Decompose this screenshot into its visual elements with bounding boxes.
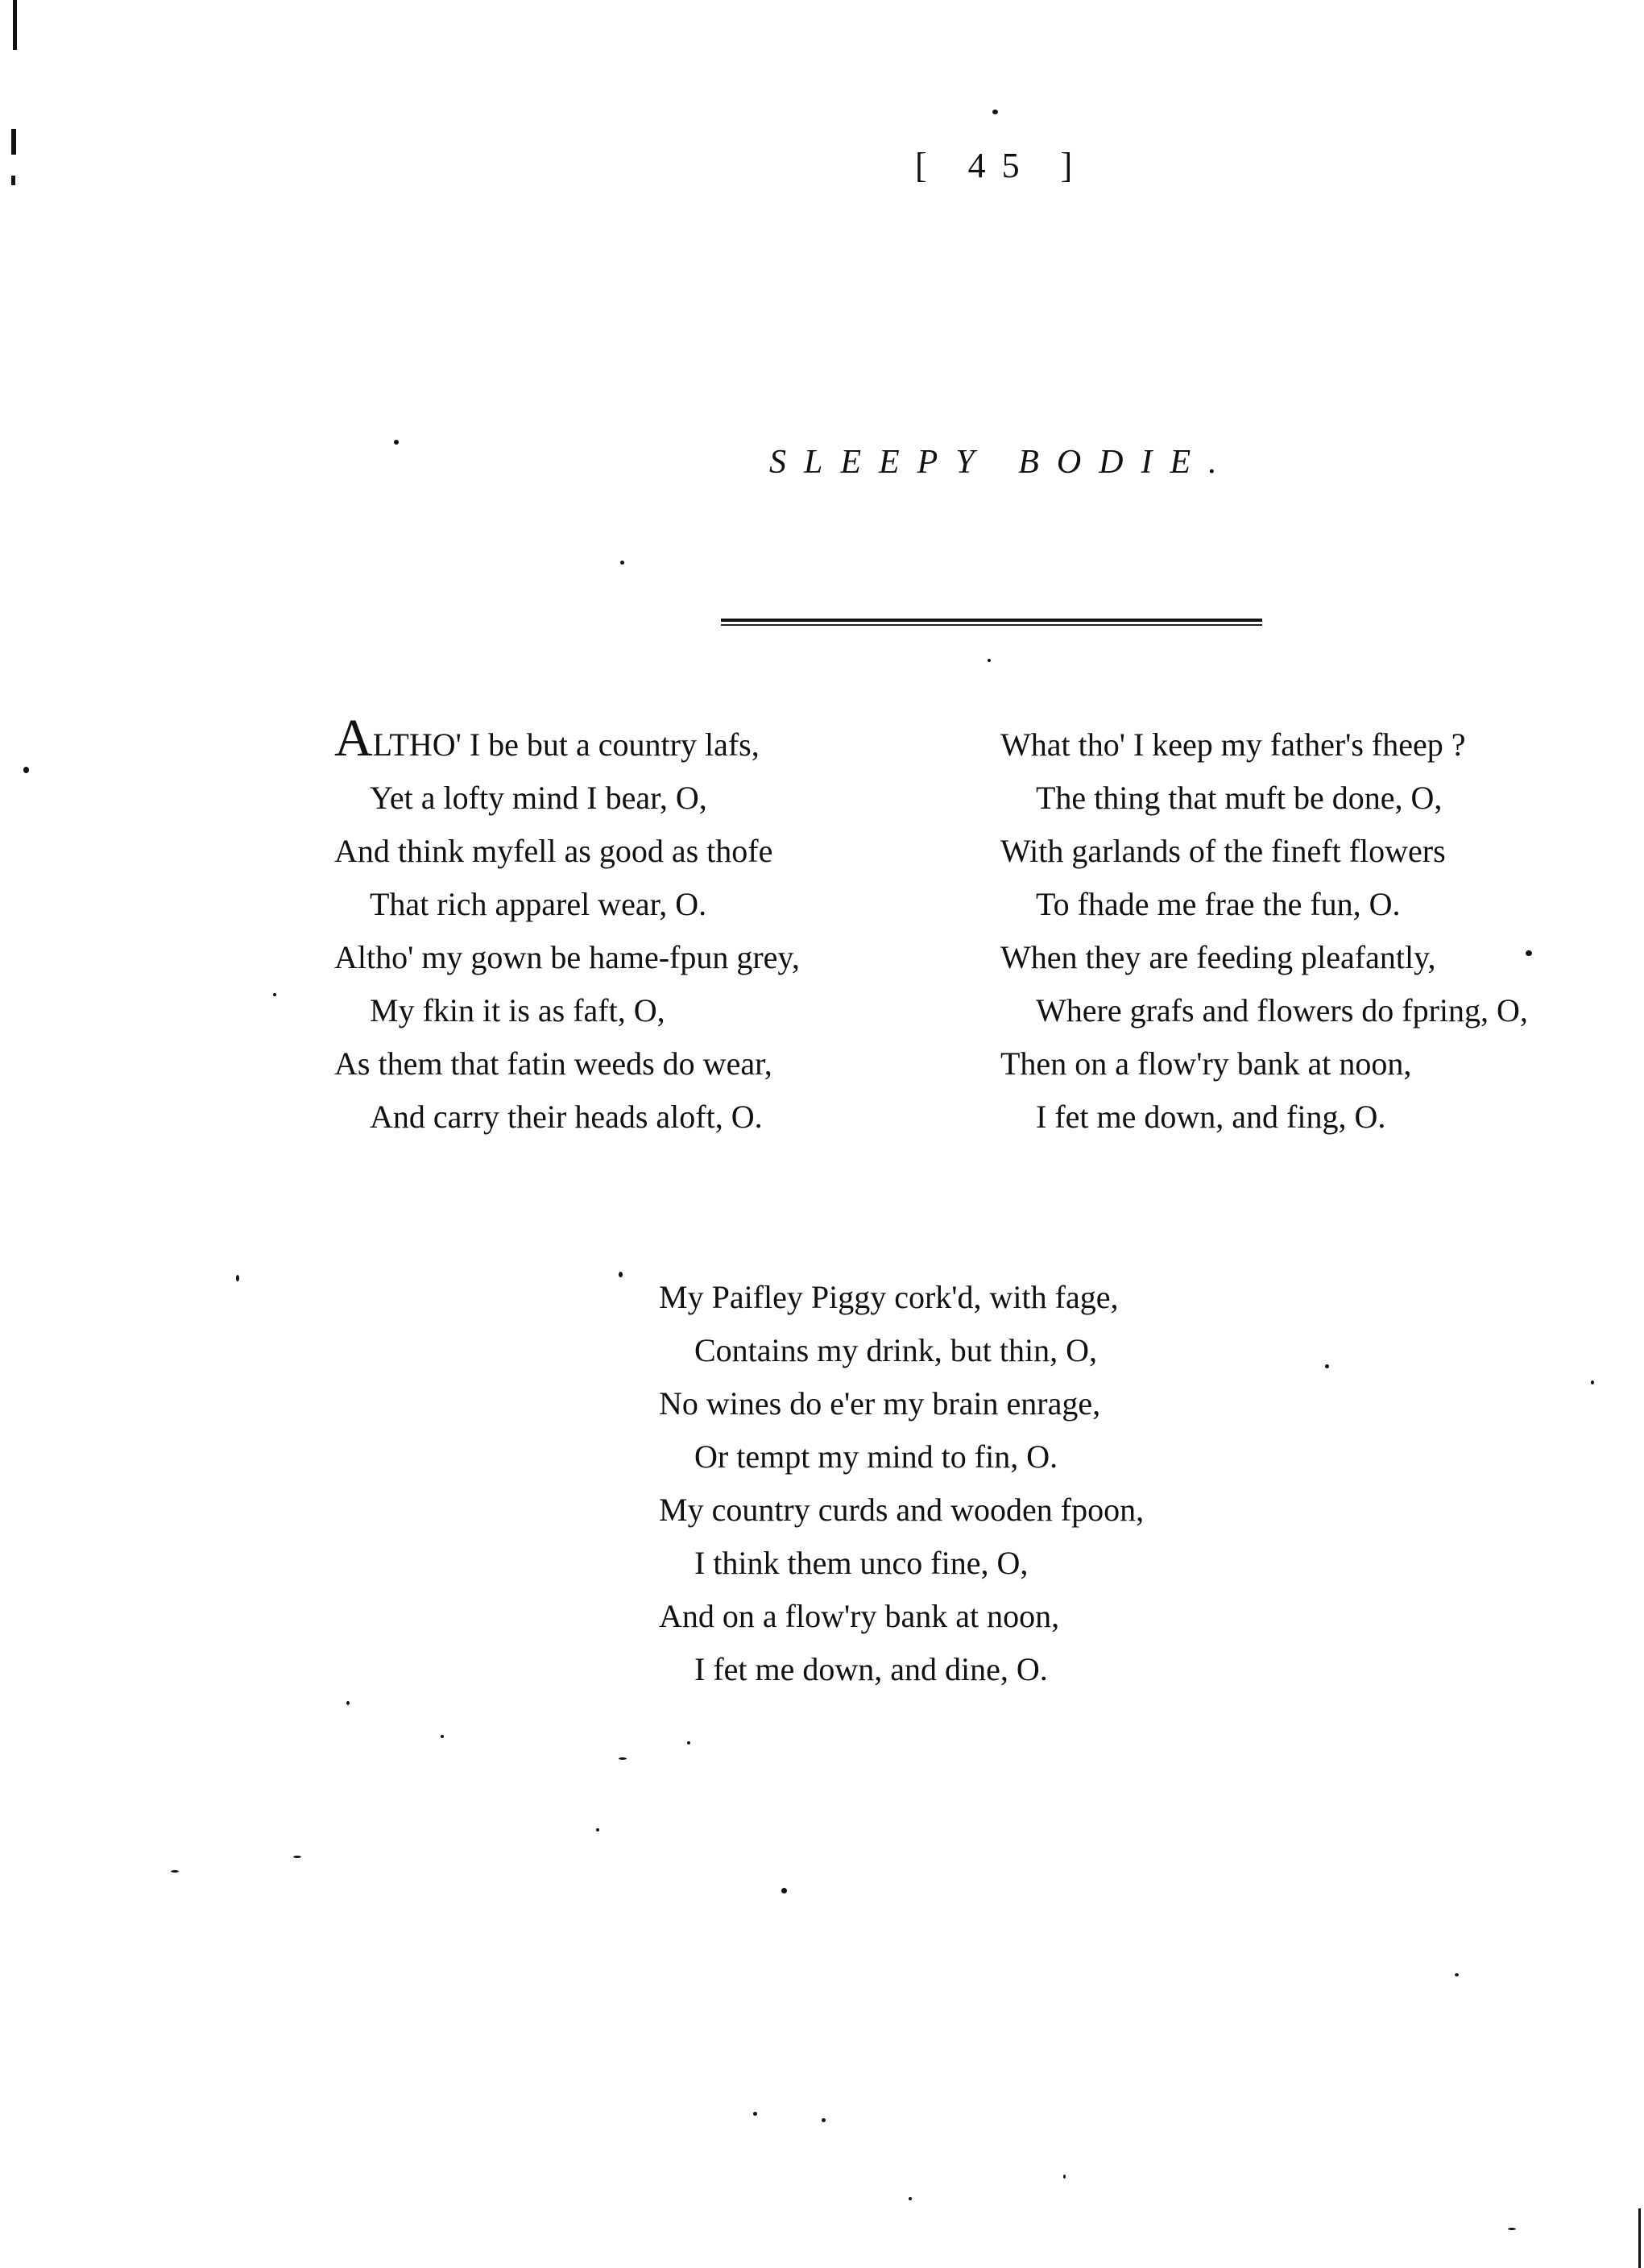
verse-line: That rich apparel wear, O. bbox=[370, 886, 707, 922]
scan-speck bbox=[236, 1275, 239, 1281]
scan-speck bbox=[1063, 2175, 1066, 2179]
verse-line: Where grafs and flowers do fpring, O, bbox=[1036, 992, 1528, 1028]
verse-line: To fhade me frae the fun, O. bbox=[1036, 886, 1401, 922]
verse-line: The thing that muft be done, O, bbox=[1036, 780, 1443, 816]
scan-speck bbox=[596, 1828, 599, 1831]
scan-margin-mark bbox=[1638, 2208, 1641, 2268]
scan-speck bbox=[619, 1757, 627, 1760]
verse-line: When they are feeding pleafantly, bbox=[1000, 939, 1436, 975]
scan-speck bbox=[620, 561, 624, 565]
scan-speck bbox=[822, 2118, 826, 2122]
scan-speck bbox=[346, 1701, 350, 1705]
scan-speck bbox=[1591, 1380, 1594, 1384]
scan-speck bbox=[753, 2112, 757, 2116]
scan-speck bbox=[1455, 1973, 1459, 1976]
scan-speck bbox=[273, 993, 276, 996]
verse-line: My Paifley Piggy cork'd, with fage, bbox=[659, 1279, 1119, 1315]
verse-line: Yet a lofty mind I bear, O, bbox=[370, 780, 707, 816]
verse-line: Then on a flow'ry bank at noon, bbox=[1000, 1045, 1412, 1082]
stanza-2 bbox=[1000, 718, 1528, 1144]
scan-speck bbox=[781, 1888, 787, 1893]
verse-line: And carry their heads aloft, O. bbox=[370, 1099, 763, 1135]
verse-line: Or tempt my mind to fin, O. bbox=[694, 1438, 1058, 1475]
scan-speck bbox=[1325, 1364, 1329, 1368]
stanza-3 bbox=[659, 1271, 1144, 1696]
scan-margin-mark bbox=[13, 0, 17, 50]
verse-line: I think them unco fine, O, bbox=[694, 1545, 1029, 1581]
scan-speck bbox=[171, 1870, 179, 1873]
scan-speck bbox=[1526, 950, 1532, 956]
verse-line: With garlands of the fineft flowers bbox=[1000, 833, 1446, 869]
scan-speck bbox=[394, 440, 399, 445]
verse-line: As them that fatin weeds do wear, bbox=[334, 1045, 772, 1082]
verse-line: My country curds and wooden fpoon, bbox=[659, 1492, 1145, 1528]
scan-margin-mark bbox=[11, 176, 15, 185]
scan-speck bbox=[1508, 2228, 1516, 2230]
rule-line bbox=[721, 619, 1262, 622]
scan-speck bbox=[687, 1741, 690, 1744]
scan-speck bbox=[909, 2197, 912, 2200]
verse-line bbox=[334, 709, 800, 772]
scan-speck bbox=[23, 767, 29, 773]
decorative-rule bbox=[721, 619, 1262, 630]
scan-speck bbox=[988, 659, 991, 662]
scan-speck bbox=[619, 1272, 623, 1277]
scan-speck bbox=[293, 1856, 301, 1858]
scan-margin-mark bbox=[11, 129, 16, 155]
scan-speck bbox=[992, 110, 998, 114]
stanza-1 bbox=[334, 709, 800, 1144]
rule-line bbox=[721, 624, 1262, 626]
drop-initial: A bbox=[334, 709, 373, 768]
verse-line: Altho' my gown be hame-fpun grey, bbox=[334, 939, 800, 975]
verse-line: And on a flow'ry bank at noon, bbox=[659, 1598, 1060, 1634]
poem-title: SLEEPY BODIE. bbox=[769, 444, 1235, 481]
verse-line: My fkin it is as faft, O, bbox=[370, 992, 665, 1028]
verse-line: I fet me down, and fing, O. bbox=[1036, 1099, 1386, 1135]
verse-line: Contains my drink, but thin, O, bbox=[694, 1332, 1097, 1368]
scan-speck bbox=[441, 1735, 444, 1738]
page-number: [ 45 ] bbox=[915, 146, 1089, 185]
verse-line: What tho' I keep my father's fheep ? bbox=[1000, 726, 1466, 763]
verse-line: No wines do e'er my brain enrage, bbox=[659, 1385, 1101, 1422]
verse-line: And think myfell as good as thofe bbox=[334, 833, 773, 869]
verse-line-text: LTHO' I be but a country lafs, bbox=[372, 726, 760, 763]
verse-line: I fet me down, and dine, O. bbox=[694, 1651, 1048, 1687]
